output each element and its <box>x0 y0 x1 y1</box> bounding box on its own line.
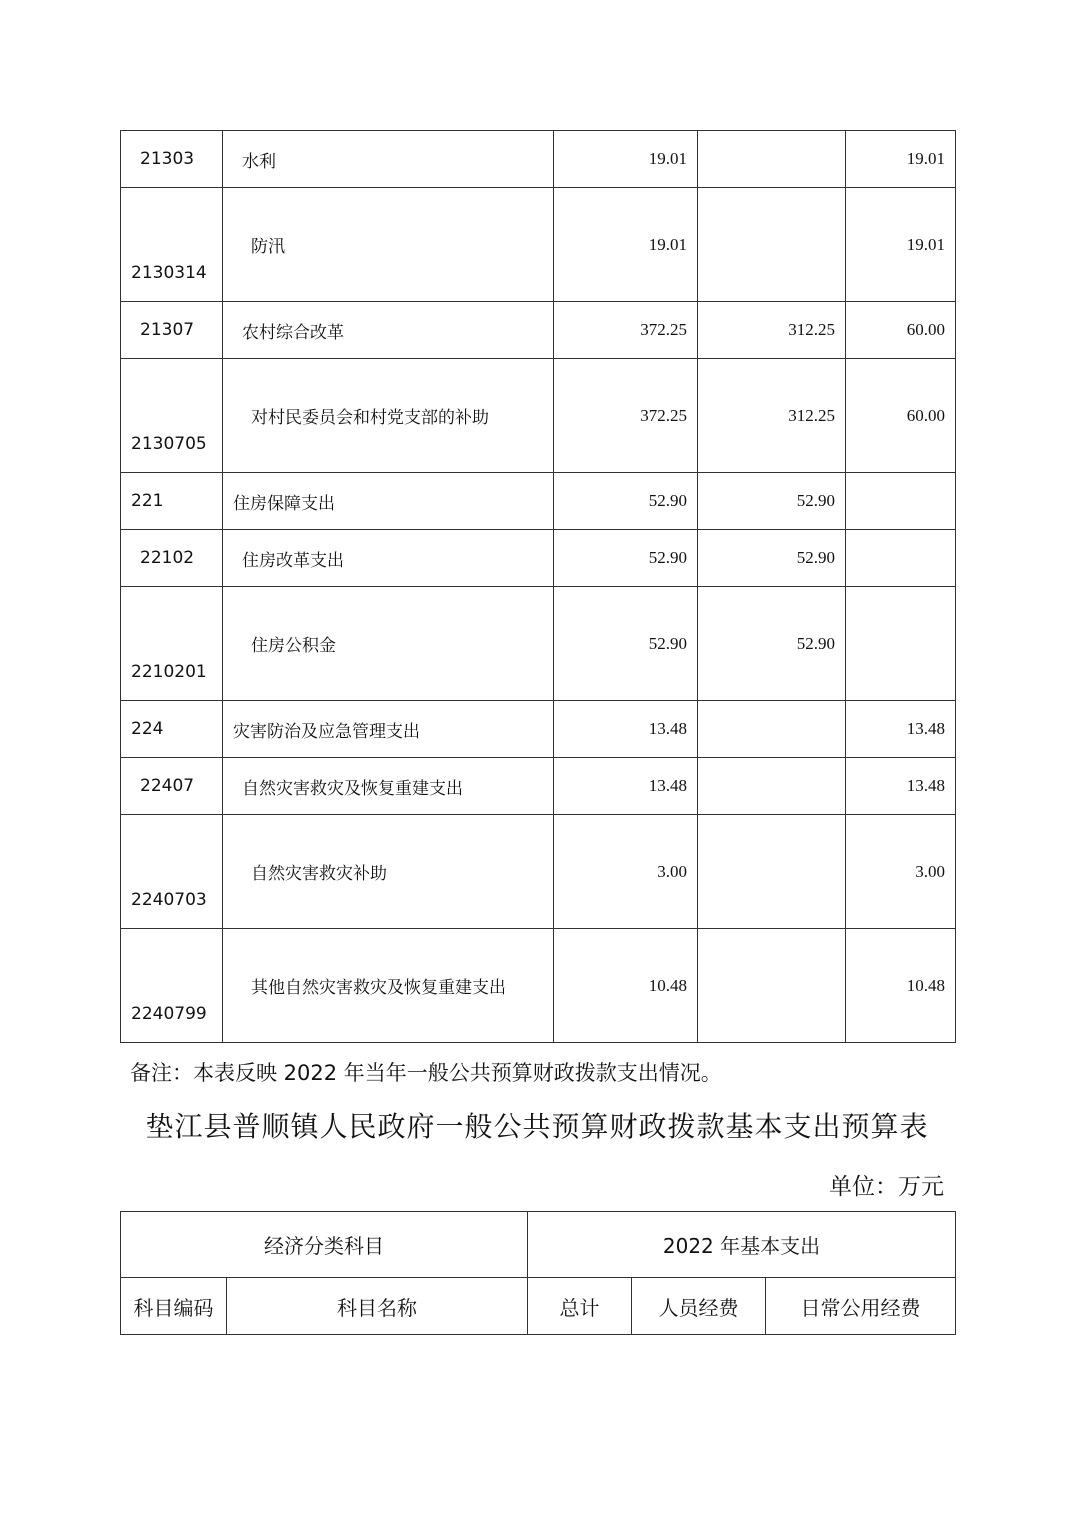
total-cell: 13.48 <box>554 758 698 815</box>
project-expenditure-cell: 10.48 <box>846 929 956 1043</box>
personnel-expense-header: 人员经费 <box>632 1278 766 1335</box>
total-cell: 13.48 <box>554 701 698 758</box>
subject-name-cell: 自然灾害救灾补助 <box>223 815 554 929</box>
economic-classification-header: 经济分类科目 <box>121 1212 528 1278</box>
basic-expenditure-cell <box>698 188 846 302</box>
header-row-group <box>121 1212 956 1278</box>
total-cell: 372.25 <box>554 302 698 359</box>
project-expenditure-cell: 60.00 <box>846 302 956 359</box>
subject-name-cell: 水利 <box>223 131 554 188</box>
project-expenditure-cell: 19.01 <box>846 188 956 302</box>
subject-code-cell: 221 <box>121 473 223 530</box>
total-cell: 3.00 <box>554 815 698 929</box>
subject-code-cell: 2130705 <box>121 359 223 473</box>
basic-expenditure-cell: 312.25 <box>698 302 846 359</box>
subject-code-cell: 22407 <box>121 758 223 815</box>
basic-expenditure-cell: 52.90 <box>698 587 846 701</box>
total-cell: 19.01 <box>554 131 698 188</box>
subject-code-header: 科目编码 <box>121 1278 227 1335</box>
table-row <box>121 473 956 530</box>
subject-code-cell: 224 <box>121 701 223 758</box>
page-title: 垫江县普顺镇人民政府一般公共预算财政拨款基本支出预算表 <box>145 1110 929 1143</box>
basic-expenditure-cell <box>698 131 846 188</box>
basic-expenditure-2022-header: 2022 年基本支出 <box>528 1212 956 1278</box>
table-row <box>121 302 956 359</box>
total-header: 总计 <box>528 1278 632 1335</box>
basic-expenditure-cell <box>698 758 846 815</box>
total-cell: 52.90 <box>554 473 698 530</box>
table-row <box>121 758 956 815</box>
project-expenditure-cell: 3.00 <box>846 815 956 929</box>
table-row <box>121 131 956 188</box>
subject-name-cell: 住房公积金 <box>223 587 554 701</box>
subject-name-cell: 农村综合改革 <box>223 302 554 359</box>
project-expenditure-cell: 13.48 <box>846 758 956 815</box>
subject-name-header: 科目名称 <box>227 1278 528 1335</box>
basic-expenditure-cell: 52.90 <box>698 530 846 587</box>
basic-expenditure-cell <box>698 815 846 929</box>
basic-expenditure-cell: 312.25 <box>698 359 846 473</box>
subject-code-cell: 2240703 <box>121 815 223 929</box>
basic-expenditure-cell: 52.90 <box>698 473 846 530</box>
table-row <box>121 188 956 302</box>
table-row <box>121 929 956 1043</box>
subject-name-cell: 其他自然灾害救灾及恢复重建支出 <box>223 929 554 1043</box>
subject-name-cell: 对村民委员会和村党支部的补助 <box>223 359 554 473</box>
subject-name-cell: 防汛 <box>223 188 554 302</box>
project-expenditure-cell: 13.48 <box>846 701 956 758</box>
total-cell: 52.90 <box>554 587 698 701</box>
public-expense-header: 日常公用经费 <box>766 1278 956 1335</box>
header-row-columns <box>121 1278 956 1335</box>
table-row <box>121 359 956 473</box>
total-cell: 52.90 <box>554 530 698 587</box>
table-row <box>121 530 956 587</box>
expenditure-table <box>120 130 956 1043</box>
project-expenditure-cell <box>846 530 956 587</box>
table-note: 备注：本表反映 2022 年当年一般公共预算财政拨款支出情况。 <box>130 1061 722 1085</box>
table-row <box>121 587 956 701</box>
subject-code-cell: 22102 <box>121 530 223 587</box>
basic-expenditure-header-table <box>120 1211 956 1335</box>
total-cell: 10.48 <box>554 929 698 1043</box>
project-expenditure-cell: 19.01 <box>846 131 956 188</box>
total-cell: 372.25 <box>554 359 698 473</box>
unit-label: 单位：万元 <box>829 1174 944 1200</box>
subject-name-cell: 住房改革支出 <box>223 530 554 587</box>
total-cell: 19.01 <box>554 188 698 302</box>
table-row <box>121 815 956 929</box>
subject-code-cell: 21307 <box>121 302 223 359</box>
subject-name-cell: 灾害防治及应急管理支出 <box>223 701 554 758</box>
table-row <box>121 701 956 758</box>
subject-code-cell: 2130314 <box>121 188 223 302</box>
project-expenditure-cell <box>846 587 956 701</box>
subject-name-cell: 自然灾害救灾及恢复重建支出 <box>223 758 554 815</box>
project-expenditure-cell: 60.00 <box>846 359 956 473</box>
subject-name-cell: 住房保障支出 <box>223 473 554 530</box>
subject-code-cell: 2210201 <box>121 587 223 701</box>
subject-code-cell: 21303 <box>121 131 223 188</box>
project-expenditure-cell <box>846 473 956 530</box>
basic-expenditure-cell <box>698 929 846 1043</box>
basic-expenditure-cell <box>698 701 846 758</box>
subject-code-cell: 2240799 <box>121 929 223 1043</box>
